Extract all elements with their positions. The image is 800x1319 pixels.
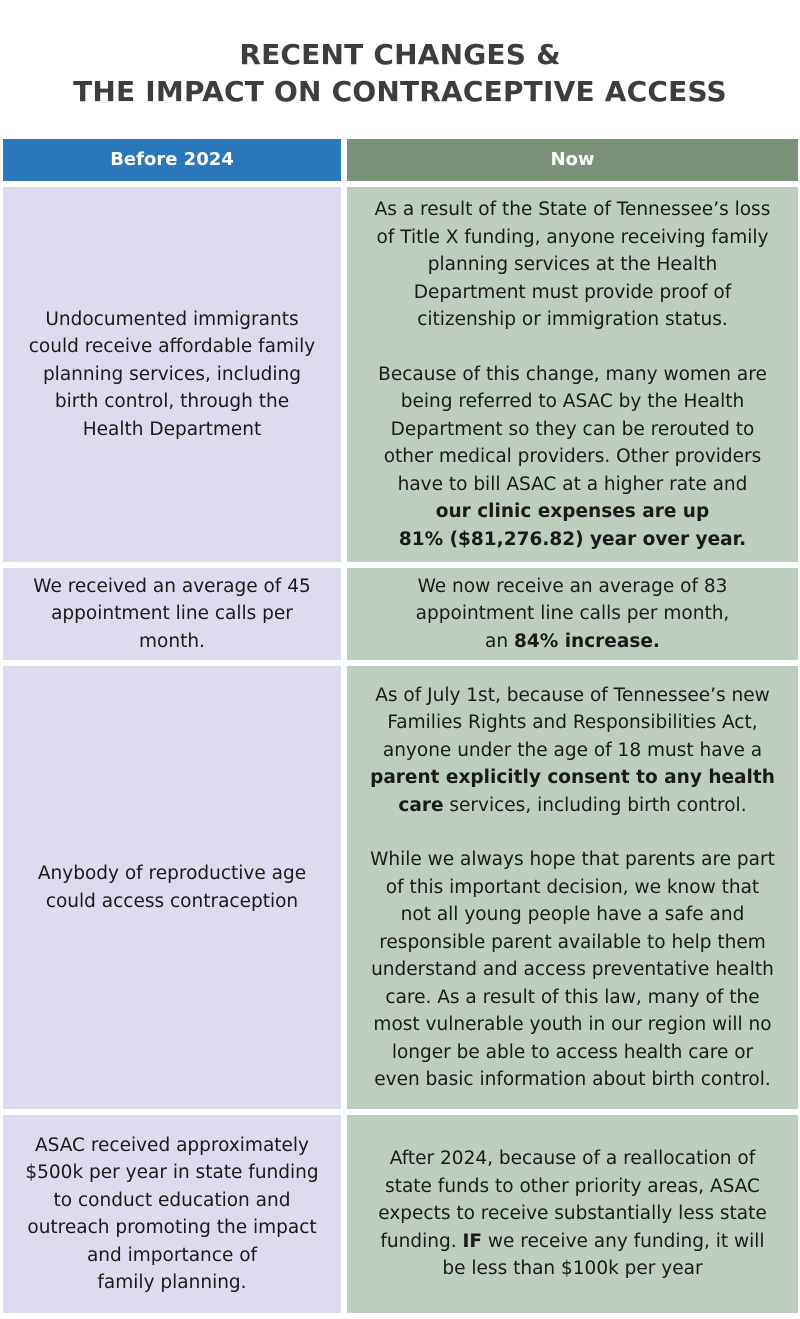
- text-line: [370, 792, 775, 820]
- text-line: even basic information about birth control.: [374, 1069, 771, 1090]
- text-line: longer be able to access health care or: [391, 1041, 754, 1063]
- text-line-bold: parent explicitly consent to any health: [370, 767, 775, 788]
- text-line: expects to receive substantially less state: [378, 1203, 767, 1225]
- text-line: other medical providers. Other providers: [383, 446, 762, 467]
- header-now: Now: [347, 139, 798, 181]
- text-line: [378, 1228, 766, 1256]
- text-line: state funds to other priority areas, ASAC: [385, 1175, 760, 1197]
- now-cell: [347, 1115, 798, 1313]
- text-line-bold: 81% ($81,276.82) year over year.: [398, 528, 747, 550]
- text-span: services, including birth control.: [443, 794, 747, 816]
- text-line: family planning.: [97, 1272, 247, 1293]
- before-cell: [3, 568, 341, 660]
- title-line-2: THE IMPACT ON CONTRACEPTIVE ACCESS: [73, 75, 727, 108]
- text-line: care. As a result of this law, many of the: [385, 986, 760, 1008]
- header-before-2024: Before 2024: [3, 139, 341, 181]
- text-line: outreach promoting the impact: [27, 1217, 317, 1238]
- table-row: [3, 187, 798, 562]
- table-row: [3, 666, 798, 1109]
- text-span: funding.: [380, 1230, 463, 1252]
- text-line: month.: [139, 630, 205, 652]
- text-line: After 2024, because of a reallocation of: [389, 1148, 756, 1170]
- text-line: not all young people have a safe and: [400, 904, 745, 925]
- text-line: Anybody of reproductive age: [37, 863, 307, 884]
- now-cell: [347, 187, 798, 562]
- text-line: Department so they can be rerouted to: [390, 418, 755, 440]
- text-line: Department must provide proof of: [413, 281, 732, 303]
- text-span-bold: IF: [462, 1230, 483, 1252]
- highlight-increase: 84% increase.: [513, 630, 660, 652]
- table-row: [3, 1115, 798, 1313]
- before-cell: [3, 187, 341, 562]
- comparison-table: [3, 139, 798, 1319]
- text-line: responsible parent available to help them: [379, 931, 766, 953]
- text-line: planning services at the Health: [427, 254, 718, 275]
- text-line-bold: our clinic expenses are up: [435, 501, 710, 522]
- text-line: [416, 628, 730, 656]
- paragraph-gap: [375, 334, 771, 361]
- page-title: [0, 36, 800, 110]
- text-line: Families Rights and Responsibilities Act,: [387, 712, 758, 733]
- text-line: most vulnerable youth in our region will no: [373, 1014, 772, 1035]
- before-cell: [3, 666, 341, 1109]
- now-cell: [347, 666, 798, 1109]
- text-line: of Title X funding, anyone receiving family: [376, 226, 769, 248]
- text-line: understand and access preventative health: [371, 959, 774, 980]
- text-line: being referred to ASAC by the Health: [400, 391, 745, 412]
- paragraph-gap: [370, 819, 775, 846]
- text-line: We received an average of 45: [33, 575, 311, 597]
- text-line: planning services, including: [42, 363, 302, 385]
- text-line: and importance of: [86, 1244, 258, 1266]
- text-line: $500k per year in state funding: [25, 1162, 319, 1183]
- text-line: of this important decision, we know that: [385, 876, 760, 898]
- text-span: an: [485, 630, 514, 652]
- title-line-1: RECENT CHANGES &: [239, 38, 561, 71]
- text-line: could receive affordable family: [28, 336, 316, 358]
- text-line: citizenship or immigration status.: [417, 309, 728, 330]
- text-line: While we always hope that parents are part: [370, 849, 775, 870]
- text-line: to conduct education and: [53, 1189, 291, 1211]
- text-span: we receive any funding, it will: [482, 1230, 765, 1252]
- text-line: We now receive an average of 83: [417, 575, 728, 597]
- text-line: Health Department: [82, 418, 262, 440]
- table-header-row: [3, 139, 798, 181]
- text-line: Because of this change, many women are: [378, 363, 767, 385]
- text-line: be less than $100k per year: [442, 1258, 703, 1280]
- text-line: appointment line calls per: [51, 603, 293, 625]
- text-line: have to bill ASAC at a higher rate and: [397, 473, 748, 495]
- text-line: As a result of the State of Tennessee’s loss: [374, 199, 771, 220]
- text-line: birth control, through the: [54, 391, 290, 413]
- now-cell: [347, 568, 798, 660]
- before-cell: [3, 1115, 341, 1313]
- text-line: appointment line calls per month,: [415, 603, 730, 625]
- table-row: [3, 568, 798, 660]
- text-line: Undocumented immigrants: [45, 308, 299, 330]
- text-line: could access contraception: [45, 890, 299, 912]
- text-line: As of July 1st, because of Tennessee’s new: [375, 684, 770, 706]
- text-line: anyone under the age of 18 must have a: [382, 739, 763, 761]
- text-line: ASAC received approximately: [34, 1134, 310, 1156]
- text-span-bold: care: [398, 794, 444, 816]
